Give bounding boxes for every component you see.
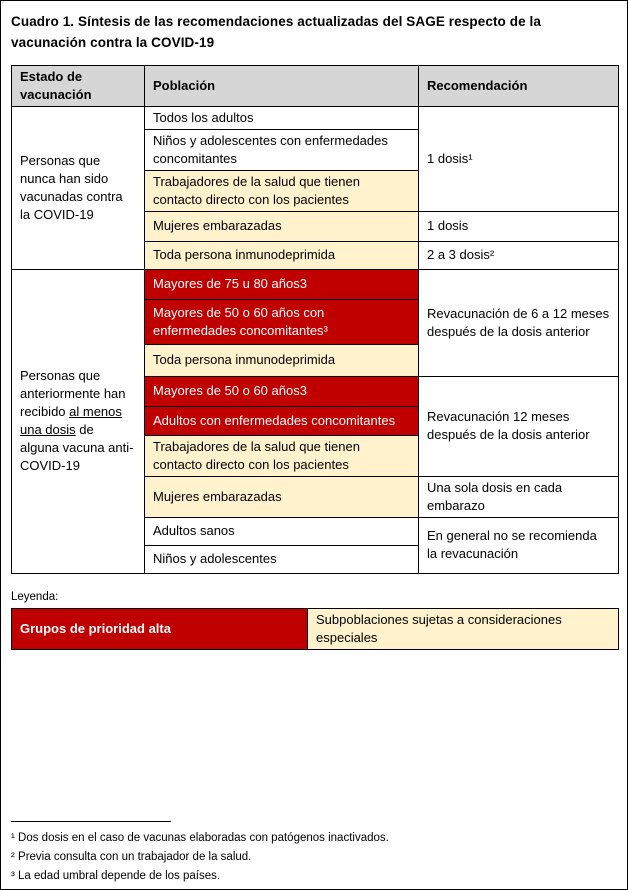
recommendation-cell: Revacunación de 6 a 12 meses después de la dosis anterior — [419, 269, 619, 376]
population-cell: Toda persona inmunodeprimida — [145, 344, 419, 376]
recommendation-cell: Revacunación 12 meses después de la dosis anterior — [419, 376, 619, 476]
status-text-underlined: al menos una dosis — [20, 404, 122, 438]
population-cell: Niños y adolescentes — [145, 545, 419, 573]
population-cell-high-priority: Mayores de 50 o 60 años con enfermedades concomitantes³ — [145, 299, 419, 344]
population-cell: Trabajadores de la salud que tienen contacto directo con los pacientes — [145, 170, 419, 211]
table-row — [12, 106, 619, 129]
legend-table — [11, 608, 619, 650]
vaccination-status-cell — [12, 269, 145, 573]
recommendation-cell: En general no se recomienda la revacunación — [419, 517, 619, 573]
population-cell: Niños y adolescentes con enfermedades concomitantes — [145, 129, 419, 170]
footnote-separator — [11, 821, 171, 822]
population-cell-high-priority: Adultos con enfermedades concomitantes — [145, 406, 419, 435]
footnote-2: ² Previa consulta con un trabajador de la salud. — [11, 851, 252, 863]
population-cell: Trabajadores de la salud que tienen contacto directo con los pacientes — [145, 435, 419, 476]
recommendation-cell: Una sola dosis en cada embarazo — [419, 476, 619, 517]
header-estado-vacunacion: Estado de vacunación — [12, 66, 145, 107]
population-cell-high-priority: Mayores de 75 u 80 años3 — [145, 269, 419, 299]
table-row — [12, 269, 619, 299]
population-cell: Adultos sanos — [145, 517, 419, 545]
header-row — [12, 66, 619, 107]
footnote-1: ¹ Dos dosis en el caso de vacunas elaboradas con patógenos inactivados. — [11, 832, 389, 844]
legend-high-priority-cell: Grupos de prioridad alta — [12, 608, 308, 649]
legend-special-considerations-cell: Subpoblaciones sujetas a consideraciones especiales — [308, 608, 619, 649]
legend-row — [12, 608, 619, 649]
population-cell: Mujeres embarazadas — [145, 211, 419, 241]
status-text-segment: de alguna vacuna anti-COVID-19 — [20, 422, 134, 474]
recommendation-cell: 1 dosis¹ — [419, 106, 619, 211]
population-cell: Mujeres embarazadas — [145, 476, 419, 517]
vaccination-status-cell: Personas que nunca han sido vacunadas contra la COVID-19 — [12, 106, 145, 269]
population-cell-high-priority: Mayores de 50 o 60 años3 — [145, 376, 419, 406]
header-recomendacion: Recomendación — [419, 66, 619, 107]
table-caption: Cuadro 1. Síntesis de las recomendaciones actualizadas del SAGE respecto de la vacunación contra la COVID-19 — [11, 14, 541, 50]
population-cell: Toda persona inmunodeprimida — [145, 241, 419, 269]
recommendations-table — [11, 65, 619, 574]
population-cell: Todos los adultos — [145, 106, 419, 129]
footnote-3: ³ La edad umbral depende de los países. — [11, 870, 221, 882]
legend-label: Leyenda: — [11, 590, 59, 603]
footnotes-section — [11, 821, 389, 886]
header-poblacion: Población — [145, 66, 419, 107]
recommendation-cell: 1 dosis — [419, 211, 619, 241]
status-text-segment: Personas que anteriormente han recibido — [20, 368, 126, 420]
recommendation-cell: 2 a 3 dosis² — [419, 241, 619, 269]
